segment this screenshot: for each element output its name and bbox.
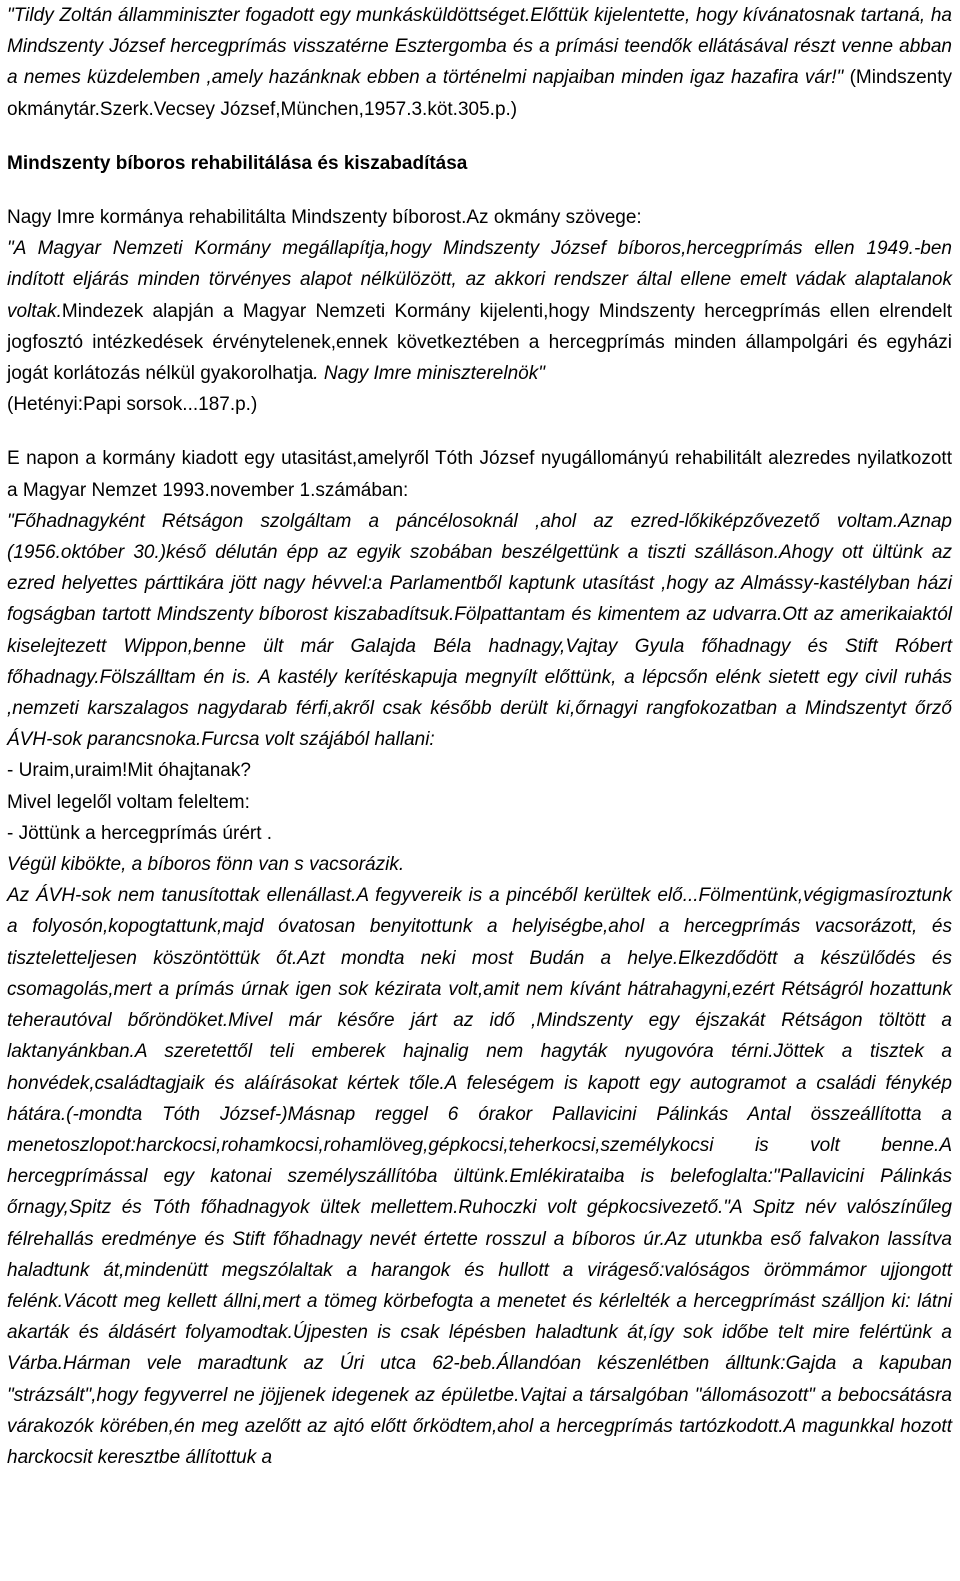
- dialog-line-4: [7, 849, 952, 880]
- section-heading: Mindszenty bíboros rehabilitálása és kiszabadítása: [7, 152, 468, 174]
- paragraph-order: [7, 443, 952, 755]
- tildy-citation: (Mindszenty okmánytár.Szerk.Vecsey József,München,1957.3.köt.305.p.): [7, 67, 952, 120]
- spacer: [7, 125, 952, 148]
- paragraph-escort: [7, 880, 952, 1473]
- paragraph-tildy-quote: [7, 0, 952, 125]
- toth-account: "Főhadnagyként Rétságon szolgáltam a páncélosoknál ,ahol az ezred-lőkiképzővezető voltam.Aznap (1956.október 30.)késő délután épp az egyik szobában beszélgettünk a tiszti szálláson.Ahogy ott ültünk az ezred helyettes párttikára jött nagy hévvel:a Parlamentből kaptunk utasítást ,hogy az Almássy-kastélyban házi fogságban tartott Mindszenty bíborost kiszabadítsuk.Fölpattantam és kimentem az udvarra.Ott az amerikaiaktól kiselejtezett Wippon,benne ült már Galajda Béla hadnagy,Vajtay Gyula főhadnagy és Stift Róbert főhadnagy.Fölszálltam én is. A kastély kerítéskapuja megnyílt előttünk, a lépcsőn elénk sietett egy civil ruhás ,nemzeti karszalagos nagydarab férfi,akről csak később derült ki,őrnagyi rangfokozatban a Mindszentyt őrző ÁVH-sok parancsnoka.Furcsa volt szájából hallani:: [7, 510, 952, 751]
- paragraph-rehabilitation: [7, 202, 952, 420]
- order-intro: E napon a kormány kiadott egy utasitást,amelyről Tóth József nyugállományú rehabilitált alezredes nyilatkozott a Magyar Nemzet 1993.november 1.számában:: [7, 448, 952, 501]
- escort-text: Az ÁVH-sok nem tanusítottak ellenállast.A fegyvereik is a pincéből kerültek elő...Fölmentünk,végigmasíroztunk a folyosón,kopogtattunk,majd óvatosan benyitottunk a helyiségbe,ahol a hercegprímás vacsorázott, és tiszteletteljesen köszöntöttük őt.Azt mondta neki most Budán a helye.Elkezdődött a készülődés és csomagolás,mert a prímás úrnak igen sok kézirata volt,amit nem kívánt hátrahagyni,ezért Rétságról hozattunk teherautóval bőröndöket.Mivel már későre járt az idő ,Mindszenty egy éjszakát Rétságon töltött a laktanyánkban.A szeretettől teli emberek hajnalig nem hagyták nyugovóra térni.Jöttek a tisztek a honvédek,családtagjaik és aláírásokat kértek tőle.A feleségem is kapott egy autogramot a családi fénykép hátára.(-mondta Tóth József-)Másnap reggel 6 órakor Pallavicini Pálinkás Antal összeállította a menetoszlopot:harckocsi,rohamkocsi,rohamlöveg,gépkocsi,teherkocsi,személykocsi is volt benne.A hercegprímással egy katonai személyszállítóba ültünk.Emlékirataiba is belefoglalta:"Pallavicini Pálinkás őrnagy,Spitz és Tóth főhadnagyok ültek mellettem.Ruhoczki volt gépkocsivezető."A Spitz név valószínűleg félrehallás eredménye és Stift főhadnagy nevét értette rosszul a bíboros úr.Az utunkba eső falvakon lassítva haladtunk át,mindenütt megszólaltak a harangok és hullott a virágeső:valóságos örömmámor ujjongott felénk.Vácott meg kellett állni,mert a tömeg körbefogta a menetet és kérlelték a hercegprímást szálljon ki: látni akarták és áldásért folyamodtak.Újpesten is csak lépésben haladtunk át,így sok időbe telt mire felértünk a Várba.Hárman vele maradtunk az Úri utca 62-beb.Állandóan készenlétben álltunk:Gajda a kapuban "strázsált",hogy fegyverrel ne jöjjenek idegenek az épületbe.Vajtai a társalgóban "állomásozott" a bebocsátásra várakozók körében,én meg azelőtt az ajtó előtt őrködtem,ahol a hercegprímás tartózkodott.A magunkkal hozott harckocsit keresztbe állítottuk a: [7, 885, 952, 1468]
- rehab-quote-1: "A Magyar Nemzeti Kormány megállapítja,hogy Mindszenty József bíboros,hercegprímás ellen 1949.-ben indított eljárás minden törvényes alapot nélkülözött, az akkori rendszer által ellene emelt vádak alaptalanok voltak.: [7, 238, 952, 322]
- spacer: [7, 420, 952, 443]
- dialog-line-4-text: Végül kibökte, a bíboros fönn van s vacsorázik.: [7, 854, 405, 876]
- dialog-line-1: - Uraim,uraim!Mit óhajtanak?: [7, 760, 251, 782]
- tildy-quote-text: "Tildy Zoltán államminiszter fogadott egy munkásküldöttséget.Előttük kijelentette, hogy kívánatosnak tartaná, ha Mindszenty József hercegprímás visszatérne Esztergomba és a prímási teendők ellátásával részt venne abban a nemes küzdelemben ,amely hazánknak ebben a történelmi napjaiban minden igaz hazafira vár!": [7, 5, 952, 89]
- rehab-quote-2: Mindezek alapján a Magyar Nemzeti Kormány kijelenti,hogy Mindszenty hercegprímás ellen elrendelt jogfosztó intézkedések érvénytelenek,ennek következtében a hercegprímás minden állampolgári és egyházi jogát korlátozás nélkül gyakorolhatja: [7, 300, 952, 385]
- dialog-line-3: - Jöttünk a hercegprímás úrért .: [7, 822, 273, 844]
- rehab-citation: (Hetényi:Papi sorsok...187.p.): [7, 394, 258, 416]
- rehab-intro: Nagy Imre kormánya rehabilitálta Mindszenty bíborost.Az okmány szövege:: [7, 207, 642, 229]
- rehab-signature: . Nagy Imre miniszterelnök": [313, 363, 545, 385]
- dialog-line-2: Mivel legelől voltam feleltem:: [7, 791, 250, 813]
- spacer: [7, 179, 952, 202]
